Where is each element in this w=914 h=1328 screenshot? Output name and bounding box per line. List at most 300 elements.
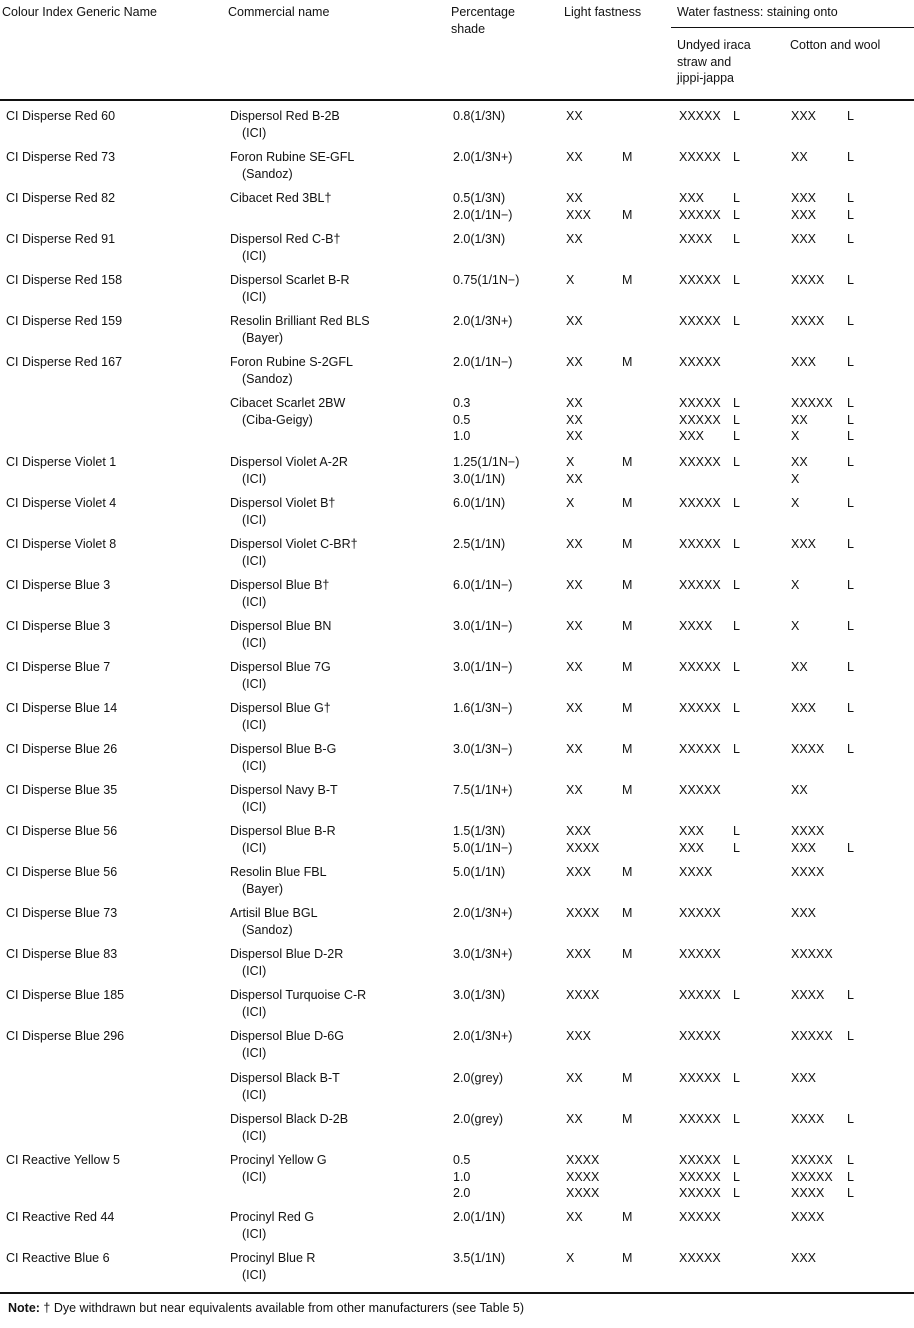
light-fastness-cell bbox=[566, 741, 583, 758]
commercial-name-cell-line: Foron Rubine S-2GFL bbox=[230, 355, 353, 369]
cotton-wool-staining-cell bbox=[791, 1111, 891, 1128]
cotton-wool-staining-cell-l-flag: L bbox=[847, 660, 854, 674]
light-fastness-m-cell-line: M bbox=[622, 1210, 633, 1224]
percentage-shade-cell bbox=[453, 454, 519, 487]
percentage-shade-cell bbox=[453, 536, 505, 553]
undyed-staining-cell-l-flag: L bbox=[733, 537, 740, 551]
light-fastness-cell-line: XX bbox=[566, 355, 583, 369]
generic-name-cell-line: CI Disperse Blue 83 bbox=[6, 947, 118, 961]
undyed-staining-cell-rating: XXXXX bbox=[679, 1186, 721, 1200]
cotton-wool-staining-cell bbox=[791, 149, 891, 166]
commercial-name-cell-line: (ICI) bbox=[242, 963, 267, 978]
percentage-shade-cell bbox=[453, 618, 512, 635]
cotton-wool-staining-cell-rating: XXXX bbox=[791, 1186, 825, 1200]
percentage-shade-cell bbox=[453, 231, 505, 248]
light-fastness-m-cell-line: M bbox=[622, 947, 633, 961]
undyed-staining-cell-rating: XXXXX bbox=[679, 906, 721, 920]
commercial-name-cell bbox=[230, 354, 353, 387]
commercial-name-cell-line: Cibacet Scarlet 2BW bbox=[230, 396, 346, 410]
cotton-wool-staining-cell bbox=[791, 823, 891, 856]
undyed-staining-cell-rating: XXXXX bbox=[679, 355, 721, 369]
percentage-shade-cell bbox=[453, 946, 512, 963]
commercial-name-cell-line: Dispersol Blue G† bbox=[230, 701, 331, 715]
light-fastness-m-cell bbox=[622, 1250, 632, 1267]
undyed-staining-cell-rating: XXXXX bbox=[679, 273, 721, 287]
percentage-shade-cell-line: 2.0(1/3N+) bbox=[453, 1029, 513, 1043]
cotton-wool-staining-cell-rating: XXXX bbox=[791, 742, 825, 756]
generic-name-cell-line: CI Disperse Red 82 bbox=[6, 191, 116, 205]
cotton-wool-staining-cell-rating: XXX bbox=[791, 1071, 817, 1085]
percentage-shade-cell-line: 5.0(1/1N) bbox=[453, 865, 506, 879]
light-fastness-m-cell bbox=[622, 354, 632, 371]
cotton-wool-staining-cell bbox=[791, 108, 891, 125]
undyed-staining-cell-rating: XXXXX bbox=[679, 1029, 721, 1043]
commercial-name-cell-line: (ICI) bbox=[242, 717, 267, 732]
light-fastness-cell-line: XX bbox=[566, 150, 583, 164]
light-fastness-cell-line: XX bbox=[566, 471, 583, 486]
generic-name-cell bbox=[6, 231, 115, 248]
commercial-name-cell-line: (ICI) bbox=[242, 799, 267, 814]
undyed-staining-cell-entry bbox=[679, 577, 779, 594]
undyed-staining-cell-l-flag: L bbox=[733, 1153, 740, 1167]
commercial-name-cell-line: (ICI) bbox=[242, 1267, 267, 1282]
light-fastness-cell bbox=[566, 272, 574, 289]
undyed-staining-cell-l-flag: L bbox=[733, 660, 740, 674]
undyed-staining-cell-rating: XXXXX bbox=[679, 947, 721, 961]
cotton-wool-staining-cell bbox=[791, 782, 891, 799]
cotton-wool-staining-cell-entry bbox=[791, 659, 891, 676]
percentage-shade-cell-line: 3.0(1/3N) bbox=[453, 988, 506, 1002]
undyed-staining-cell-l-flag: L bbox=[733, 1186, 740, 1200]
light-fastness-cell bbox=[566, 536, 583, 553]
cotton-wool-staining-cell-entry bbox=[791, 149, 891, 166]
undyed-staining-cell-entry bbox=[679, 741, 779, 758]
light-fastness-cell-line: XXXX bbox=[566, 988, 600, 1002]
commercial-name-cell-line: (ICI) bbox=[242, 758, 267, 773]
generic-name-cell bbox=[6, 618, 110, 635]
percentage-shade-cell bbox=[453, 700, 512, 717]
header-percentage-shade bbox=[451, 4, 515, 37]
light-fastness-cell-line: XX bbox=[566, 314, 583, 328]
cotton-wool-staining-cell-l-flag: L bbox=[847, 191, 854, 205]
commercial-name-cell-line: Dispersol Blue D-6G bbox=[230, 1029, 344, 1043]
cotton-wool-staining-cell bbox=[791, 618, 891, 635]
generic-name-cell-line: CI Reactive Yellow 5 bbox=[6, 1153, 120, 1167]
percentage-shade-cell-line: 2.0(1/3N+) bbox=[453, 150, 513, 164]
undyed-staining-cell bbox=[679, 577, 779, 594]
header-undyed bbox=[677, 37, 751, 87]
generic-name-cell bbox=[6, 495, 116, 512]
commercial-name-cell bbox=[230, 1111, 348, 1144]
generic-name-cell-line: CI Disperse Violet 1 bbox=[6, 455, 117, 469]
undyed-staining-cell-rating: XXX bbox=[679, 840, 705, 855]
commercial-name-cell-line: Procinyl Blue R bbox=[230, 1251, 316, 1265]
cotton-wool-staining-cell-l-flag: L bbox=[847, 496, 854, 510]
commercial-name-cell-line: (Bayer) bbox=[242, 881, 283, 896]
percentage-shade-cell-line: 2.0(grey) bbox=[453, 1112, 504, 1126]
light-fastness-m-cell bbox=[622, 1070, 632, 1087]
undyed-staining-cell-rating: XXXXX bbox=[679, 1210, 721, 1224]
commercial-name-cell-line: (ICI) bbox=[242, 125, 267, 140]
percentage-shade-cell-line: 1.0 bbox=[453, 1169, 471, 1184]
cotton-wool-staining-cell-l-flag: L bbox=[847, 537, 854, 551]
undyed-staining-cell-entry bbox=[679, 1070, 779, 1087]
cotton-wool-staining-cell-l-flag: L bbox=[847, 840, 854, 855]
generic-name-cell-line: CI Reactive Blue 6 bbox=[6, 1251, 110, 1265]
cotton-wool-staining-cell-rating: XXXX bbox=[791, 988, 825, 1002]
cotton-wool-staining-cell-entry bbox=[791, 577, 891, 594]
cotton-wool-staining-cell bbox=[791, 395, 891, 445]
generic-name-cell-line: CI Disperse Blue 7 bbox=[6, 660, 111, 674]
commercial-name-cell-line: (ICI) bbox=[242, 248, 267, 263]
cotton-wool-staining-cell bbox=[791, 905, 891, 922]
light-fastness-m-cell-line: M bbox=[622, 660, 633, 674]
cotton-wool-staining-cell-rating: XXXXX bbox=[791, 947, 833, 961]
undyed-staining-cell-rating: XXX bbox=[679, 429, 705, 443]
undyed-staining-cell-entry bbox=[679, 840, 779, 857]
header-shade-line: shade bbox=[451, 21, 486, 36]
percentage-shade-cell bbox=[453, 495, 505, 512]
light-fastness-cell-line: XX bbox=[566, 742, 583, 756]
commercial-name-cell bbox=[230, 536, 358, 569]
commercial-name-cell bbox=[230, 1152, 327, 1185]
undyed-staining-cell bbox=[679, 1250, 779, 1267]
generic-name-cell-line: CI Disperse Violet 4 bbox=[6, 496, 117, 510]
light-fastness-m-cell bbox=[622, 946, 632, 963]
commercial-name-cell-line: Procinyl Red G bbox=[230, 1210, 315, 1224]
cotton-wool-staining-cell-entry bbox=[791, 782, 891, 799]
undyed-staining-cell-l-flag: L bbox=[733, 1071, 740, 1085]
commercial-name-cell-line: Foron Rubine SE-GFL bbox=[230, 150, 355, 164]
commercial-name-cell bbox=[230, 395, 345, 428]
undyed-staining-cell-entry bbox=[679, 1111, 779, 1128]
commercial-name-cell-line: (Sandoz) bbox=[242, 371, 293, 386]
undyed-staining-cell-entry bbox=[679, 190, 779, 207]
cotton-wool-staining-cell-entry bbox=[791, 1185, 891, 1202]
commercial-name-cell bbox=[230, 231, 340, 264]
commercial-name-cell-line: Dispersol Blue 7G bbox=[230, 660, 331, 674]
commercial-name-cell-line: Resolin Brilliant Red BLS bbox=[230, 314, 370, 328]
cotton-wool-staining-cell-l-flag: L bbox=[847, 412, 854, 427]
light-fastness-cell-line: X bbox=[566, 273, 575, 287]
commercial-name-cell bbox=[230, 864, 327, 897]
cotton-wool-staining-cell-entry bbox=[791, 536, 891, 553]
commercial-name-cell-line: (ICI) bbox=[242, 1128, 267, 1143]
generic-name-cell-line: CI Disperse Red 60 bbox=[6, 109, 116, 123]
cotton-wool-staining-cell-rating: XXXX bbox=[791, 1112, 825, 1126]
undyed-staining-cell-entry bbox=[679, 108, 779, 125]
light-fastness-cell-line: XXXX bbox=[566, 1153, 600, 1167]
light-fastness-m-cell bbox=[622, 536, 632, 553]
commercial-name-cell bbox=[230, 659, 331, 692]
cotton-wool-staining-cell-rating: XX bbox=[791, 412, 808, 427]
percentage-shade-cell-line: 2.0(1/3N+) bbox=[453, 314, 513, 328]
commercial-name-cell-line: Dispersol Blue B-R bbox=[230, 824, 336, 838]
cotton-wool-staining-cell bbox=[791, 700, 891, 717]
undyed-staining-cell-rating: XXXXX bbox=[679, 1251, 721, 1265]
light-fastness-cell-line: XXX bbox=[566, 865, 592, 879]
cotton-wool-staining-cell-entry bbox=[791, 454, 891, 471]
light-fastness-m-cell-line: M bbox=[622, 207, 633, 222]
commercial-name-cell bbox=[230, 1250, 315, 1283]
undyed-staining-cell-entry bbox=[679, 823, 779, 840]
undyed-staining-cell-rating: XXXX bbox=[679, 619, 713, 633]
cotton-wool-staining-cell-rating: XXXX bbox=[791, 824, 825, 838]
commercial-name-cell bbox=[230, 190, 331, 207]
commercial-name-cell-line: Dispersol Black D-2B bbox=[230, 1112, 349, 1126]
cotton-wool-staining-cell-rating: XXX bbox=[791, 191, 817, 205]
commercial-name-cell bbox=[230, 577, 329, 610]
cotton-wool-staining-cell bbox=[791, 495, 891, 512]
generic-name-cell-line: CI Disperse Blue 3 bbox=[6, 578, 111, 592]
light-fastness-m-cell-line: M bbox=[622, 783, 633, 797]
commercial-name-cell bbox=[230, 1070, 340, 1103]
commercial-name-cell-line: Dispersol Blue B-G bbox=[230, 742, 337, 756]
light-fastness-m-cell bbox=[622, 864, 632, 881]
cotton-wool-staining-cell-entry bbox=[791, 1209, 891, 1226]
cotton-wool-staining-cell-l-flag: L bbox=[847, 396, 854, 410]
cotton-wool-staining-cell-entry bbox=[791, 354, 891, 371]
light-fastness-cell-line: XX bbox=[566, 578, 583, 592]
percentage-shade-cell-line: 3.0(1/1N−) bbox=[453, 619, 513, 633]
light-fastness-m-cell-line: M bbox=[622, 619, 633, 633]
undyed-staining-cell bbox=[679, 700, 779, 717]
light-fastness-cell-line: XX bbox=[566, 191, 583, 205]
undyed-staining-cell-l-flag: L bbox=[733, 191, 740, 205]
undyed-staining-cell-entry bbox=[679, 1209, 779, 1226]
percentage-shade-cell bbox=[453, 987, 505, 1004]
cotton-wool-staining-cell-l-flag: L bbox=[847, 109, 854, 123]
undyed-staining-cell bbox=[679, 1209, 779, 1226]
percentage-shade-cell-line: 0.5 bbox=[453, 412, 471, 427]
light-fastness-m-cell bbox=[622, 190, 632, 223]
undyed-staining-cell-rating: XXXXX bbox=[679, 109, 721, 123]
light-fastness-m-cell-line: M bbox=[622, 742, 633, 756]
light-fastness-cell bbox=[566, 1111, 583, 1128]
generic-name-cell bbox=[6, 577, 110, 594]
undyed-staining-cell bbox=[679, 864, 779, 881]
undyed-staining-cell bbox=[679, 782, 779, 799]
undyed-staining-cell-l-flag: L bbox=[733, 496, 740, 510]
commercial-name-cell bbox=[230, 905, 318, 938]
generic-name-cell-line: CI Disperse Blue 56 bbox=[6, 865, 118, 879]
light-fastness-cell bbox=[566, 190, 591, 223]
cotton-wool-staining-cell-l-flag: L bbox=[847, 619, 854, 633]
percentage-shade-cell-line: 6.0(1/1N−) bbox=[453, 578, 513, 592]
header-bottom-rule bbox=[0, 99, 914, 101]
undyed-staining-cell-entry bbox=[679, 313, 779, 330]
undyed-staining-cell-rating: XXXXX bbox=[679, 1169, 721, 1184]
cotton-wool-staining-cell bbox=[791, 313, 891, 330]
light-fastness-cell bbox=[566, 1209, 583, 1226]
undyed-staining-cell-rating: XXXXX bbox=[679, 537, 721, 551]
undyed-staining-cell bbox=[679, 108, 779, 125]
generic-name-cell-line: CI Disperse Red 73 bbox=[6, 150, 116, 164]
percentage-shade-cell-line: 0.5(1/3N) bbox=[453, 191, 506, 205]
light-fastness-m-cell-line: M bbox=[622, 496, 633, 510]
percentage-shade-cell-line: 3.0(1/3N+) bbox=[453, 947, 513, 961]
cotton-wool-staining-cell-l-flag: L bbox=[847, 455, 854, 469]
undyed-staining-cell-rating: XXXXX bbox=[679, 783, 721, 797]
undyed-staining-cell-l-flag: L bbox=[733, 1112, 740, 1126]
undyed-staining-cell-entry bbox=[679, 1028, 779, 1045]
cotton-wool-staining-cell-rating: X bbox=[791, 578, 800, 592]
undyed-staining-cell-l-flag: L bbox=[733, 429, 740, 443]
generic-name-cell bbox=[6, 1250, 110, 1267]
undyed-staining-cell-l-flag: L bbox=[733, 396, 740, 410]
undyed-staining-cell-rating: XXXXX bbox=[679, 207, 721, 222]
cotton-wool-staining-cell-rating: XXXXX bbox=[791, 1153, 833, 1167]
undyed-staining-cell-l-flag: L bbox=[733, 701, 740, 715]
undyed-staining-cell bbox=[679, 495, 779, 512]
light-fastness-cell bbox=[566, 1250, 574, 1267]
commercial-name-cell bbox=[230, 1209, 314, 1242]
footnote-label: Note: bbox=[8, 1301, 40, 1315]
percentage-shade-cell-line: 3.0(1/1N−) bbox=[453, 660, 513, 674]
light-fastness-cell-line: XX bbox=[566, 396, 583, 410]
generic-name-cell bbox=[6, 1028, 124, 1045]
undyed-staining-cell-entry bbox=[679, 272, 779, 289]
cotton-wool-staining-cell-rating: XXX bbox=[791, 232, 817, 246]
commercial-name-cell-line: Dispersol Red B-2B bbox=[230, 109, 340, 123]
undyed-staining-cell-l-flag: L bbox=[733, 273, 740, 287]
percentage-shade-cell bbox=[453, 272, 519, 289]
commercial-name-cell bbox=[230, 782, 338, 815]
percentage-shade-cell bbox=[453, 395, 470, 445]
light-fastness-cell-line: XX bbox=[566, 412, 583, 427]
percentage-shade-cell bbox=[453, 1250, 505, 1267]
generic-name-cell bbox=[6, 700, 117, 717]
undyed-staining-cell bbox=[679, 313, 779, 330]
light-fastness-cell-line: XXX bbox=[566, 947, 592, 961]
light-fastness-m-cell-line: M bbox=[622, 273, 633, 287]
undyed-staining-cell-entry bbox=[679, 1152, 779, 1169]
generic-name-cell bbox=[6, 1152, 120, 1169]
table-bottom-rule bbox=[0, 1292, 914, 1294]
light-fastness-m-cell bbox=[622, 659, 632, 676]
light-fastness-m-cell bbox=[622, 1209, 632, 1226]
undyed-staining-cell-rating: XXXXX bbox=[679, 701, 721, 715]
undyed-staining-cell-l-flag: L bbox=[733, 988, 740, 1002]
light-fastness-cell bbox=[566, 495, 574, 512]
light-fastness-cell-line: XX bbox=[566, 701, 583, 715]
header-undyed-line-3: jippi-jappa bbox=[677, 71, 734, 85]
undyed-staining-cell bbox=[679, 946, 779, 963]
commercial-name-cell bbox=[230, 618, 331, 651]
cotton-wool-staining-cell-entry bbox=[791, 741, 891, 758]
commercial-name-cell bbox=[230, 272, 349, 305]
cotton-wool-staining-cell bbox=[791, 1209, 891, 1226]
percentage-shade-cell-line: 7.5(1/1N+) bbox=[453, 783, 513, 797]
light-fastness-cell-line: X bbox=[566, 455, 575, 469]
header-generic-name: Colour Index Generic Name bbox=[2, 5, 157, 19]
light-fastness-cell-line: XX bbox=[566, 783, 583, 797]
undyed-staining-cell bbox=[679, 536, 779, 553]
light-fastness-cell bbox=[566, 454, 583, 487]
cotton-wool-staining-cell-entry bbox=[791, 495, 891, 512]
light-fastness-cell-line: XX bbox=[566, 660, 583, 674]
undyed-staining-cell bbox=[679, 395, 779, 445]
light-fastness-cell bbox=[566, 1070, 583, 1087]
cotton-wool-staining-cell-l-flag: L bbox=[847, 701, 854, 715]
cotton-wool-staining-cell bbox=[791, 946, 891, 963]
light-fastness-m-cell bbox=[622, 577, 632, 594]
light-fastness-m-cell-line: M bbox=[622, 355, 633, 369]
commercial-name-cell-line: Dispersol Red C-B† bbox=[230, 232, 341, 246]
undyed-staining-cell-entry bbox=[679, 428, 779, 445]
cotton-wool-staining-cell bbox=[791, 354, 891, 371]
generic-name-cell bbox=[6, 454, 116, 471]
light-fastness-cell bbox=[566, 618, 583, 635]
cotton-wool-staining-cell-l-flag: L bbox=[847, 1112, 854, 1126]
cotton-wool-staining-cell-rating: XXXXX bbox=[791, 1169, 833, 1184]
percentage-shade-cell-line: 0.8(1/3N) bbox=[453, 109, 506, 123]
percentage-shade-cell-line: 2.0(grey) bbox=[453, 1071, 504, 1085]
generic-name-cell-line: CI Disperse Blue 296 bbox=[6, 1029, 125, 1043]
undyed-staining-cell-rating: XXXXX bbox=[679, 660, 721, 674]
light-fastness-m-cell-line: M bbox=[622, 906, 633, 920]
cotton-wool-staining-cell-rating: X bbox=[791, 471, 800, 486]
cotton-wool-staining-cell-rating: XXX bbox=[791, 355, 817, 369]
undyed-staining-cell-rating: XXXX bbox=[679, 865, 713, 879]
header-subgroup-rule bbox=[671, 27, 914, 28]
percentage-shade-cell bbox=[453, 354, 512, 371]
commercial-name-cell-line: (ICI) bbox=[242, 1087, 267, 1102]
percentage-shade-cell bbox=[453, 1028, 512, 1045]
generic-name-cell bbox=[6, 946, 117, 963]
cotton-wool-staining-cell-entry bbox=[791, 946, 891, 963]
undyed-staining-cell-entry bbox=[679, 412, 779, 429]
commercial-name-cell-line: Dispersol Black B-T bbox=[230, 1071, 340, 1085]
light-fastness-m-cell bbox=[622, 495, 632, 512]
percentage-shade-cell bbox=[453, 741, 512, 758]
undyed-staining-cell-entry bbox=[679, 231, 779, 248]
commercial-name-cell-line: Dispersol Turquoise C-R bbox=[230, 988, 367, 1002]
cotton-wool-staining-cell-rating: XXX bbox=[791, 109, 817, 123]
cotton-wool-staining-cell-entry bbox=[791, 987, 891, 1004]
commercial-name-cell-line: (Sandoz) bbox=[242, 922, 293, 937]
commercial-name-cell-line: (ICI) bbox=[242, 289, 267, 304]
percentage-shade-cell bbox=[453, 313, 512, 330]
cotton-wool-staining-cell-entry bbox=[791, 1070, 891, 1087]
undyed-staining-cell-entry bbox=[679, 987, 779, 1004]
commercial-name-cell-line: (Ciba-Geigy) bbox=[242, 412, 313, 427]
generic-name-cell bbox=[6, 741, 117, 758]
commercial-name-cell-line: (ICI) bbox=[242, 840, 267, 855]
cotton-wool-staining-cell-entry bbox=[791, 428, 891, 445]
light-fastness-m-cell-line: M bbox=[622, 865, 633, 879]
commercial-name-cell bbox=[230, 313, 370, 346]
cotton-wool-staining-cell-rating: XXX bbox=[791, 701, 817, 715]
percentage-shade-cell bbox=[453, 864, 505, 881]
light-fastness-cell-line: XXX bbox=[566, 1029, 592, 1043]
generic-name-cell bbox=[6, 782, 117, 799]
percentage-shade-cell-line: 0.3 bbox=[453, 396, 471, 410]
header-undyed-line-2: straw and bbox=[677, 54, 732, 69]
light-fastness-m-cell-line: M bbox=[622, 578, 633, 592]
percentage-shade-cell bbox=[453, 659, 512, 676]
cotton-wool-staining-cell bbox=[791, 536, 891, 553]
light-fastness-m-cell-line: M bbox=[622, 701, 633, 715]
generic-name-cell-line: CI Disperse Violet 8 bbox=[6, 537, 117, 551]
light-fastness-cell-line: XXXX bbox=[566, 906, 600, 920]
cotton-wool-staining-cell-rating: XX bbox=[791, 150, 808, 164]
undyed-staining-cell bbox=[679, 231, 779, 248]
cotton-wool-staining-cell-rating: XXXX bbox=[791, 273, 825, 287]
light-fastness-cell bbox=[566, 823, 599, 856]
percentage-shade-cell bbox=[453, 1209, 505, 1226]
commercial-name-cell-line: (ICI) bbox=[242, 1169, 267, 1184]
